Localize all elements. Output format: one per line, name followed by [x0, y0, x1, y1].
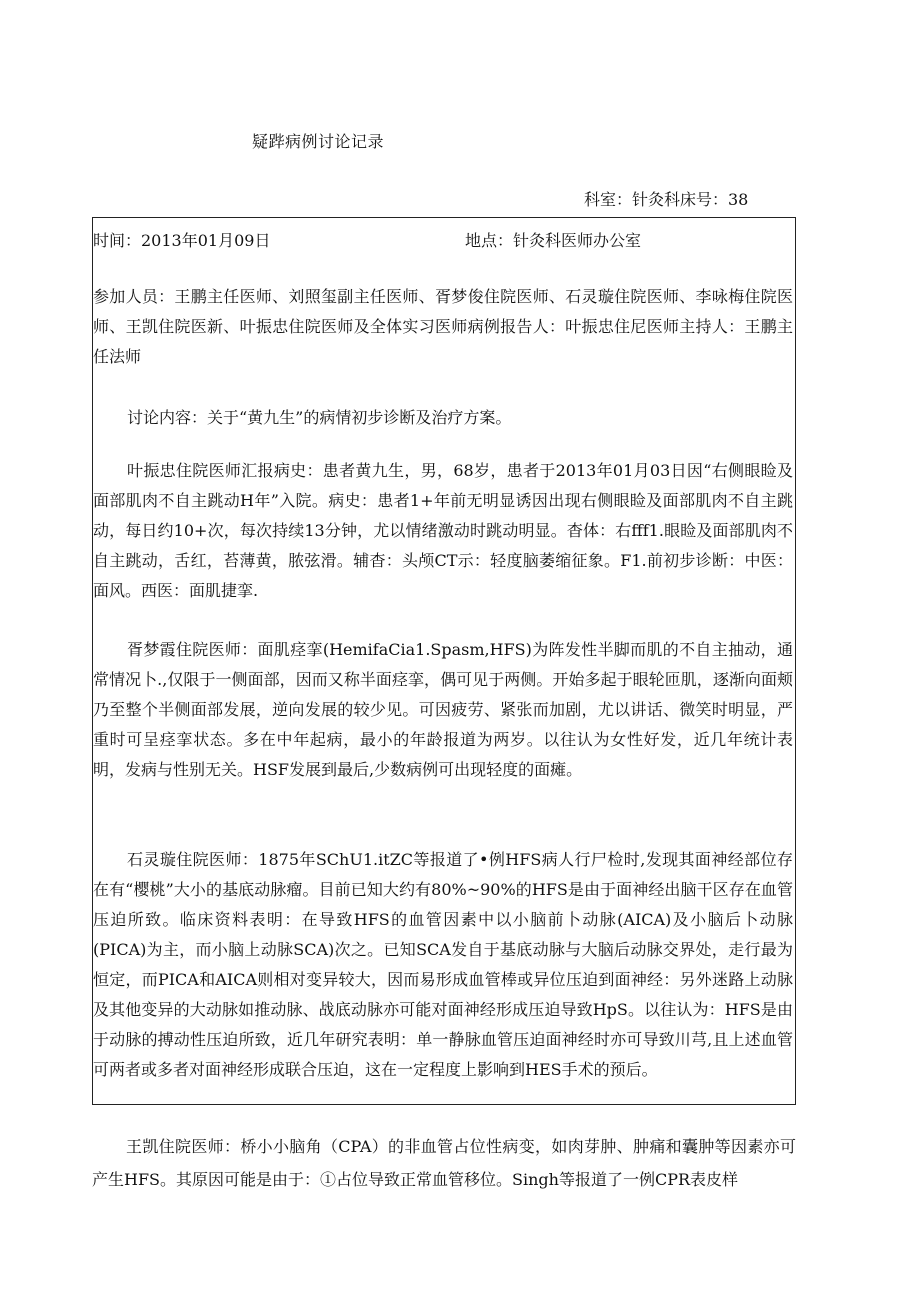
discussion-topic-paragraph: 讨论内容：关于“黄九生”的病情初步诊断及治疗方案。 — [127, 408, 512, 427]
case-report-paragraph: 叶振忠住院医师汇报病史：患者黄九生，男，68岁，患者于2013年01月03日因“右侧眼睑及面部肌肉不自主跳动H年”入院。病史：患者1+年前无明显诱因出现右侧眼睑及面部肌肉不自主跳动，每日约10+次，每次持续13分钟，尤以情绪激动时跳动明显。杳体：右fff1.眼睑及面部肌肉不自主跳动，舌红，苔薄黄，脓弦滑。辅杳：头颅CT示：轻度脑萎缩征象。F1.前初步诊断：中医：面风。西医：面肌捷挛. — [93, 461, 793, 600]
discussion-time: 时间：2013年01月09日 — [93, 231, 271, 250]
resident-opinion-paragraph-1: 胥梦霞住院医师：面肌痉挛(HemifaCia1.Spasm,HFS)为阵发性半脚而肌的不自主抽动，通常情况卜.,仅限于一侧面部，因而又称半面痉挛，偶可见于两侧。开始多起于眼轮匝肌，逐渐向面颊乃至整个半侧面部发展，逆向发展的较少见。可因疲劳、紧张而加剧，尤以讲话、微笑时明显，严重时可呈痉挛状态。多在中年起病，最小的年龄报道为两岁。以往认为女性好发，近几年统计表明，发病与性别无关。HSF发展到最后,少数病例可出现轻度的面瘫。 — [93, 640, 793, 779]
document-title: 疑跸病例讨论记录 — [252, 132, 385, 151]
resident-opinion-paragraph-3: 王凯住院医师：桥小小脑角（CPA）的非血管占位性病变，如肉芽肿、肿痛和囊肿等因素亦可产生HFS。其原因可能是由于：①占位导致正常血管移位。Singh等报道了一例CPR表皮样 — [92, 1137, 796, 1189]
resident-opinion-paragraph-2: 石灵璇住院医师：1875年SChU1.itZC等报道了•例HFS病人行尸检时,发现其面神经部位存在有“樱桃”大小的基底动脉瘤。目前已知大约有80%~90%的HFS是由于面神经出脑干区存在血管压迫所致。临床资料表明：在导致HFS的血管因素中以小脑前卜动脉(AICA)及小脑后卜动脉(PICA)为主，而小脑上动脉SCA)次之。已知SCA发自于基底动脉与大脑后动脉交界处，走行最为恒定，而PICA和AICA则相对变异较大，因而易形成血管棒或异位压迫到面神经：另外迷路上动脉及其他变异的大动脉如推动脉、战底动脉亦可能对面神经形成压迫导致HpS。以往认为：HFS是由于动脉的搏动性压迫所致，近几年研究表明：单一静脉血管压迫面神经时亦可导致川芎,且上述血管可两者或多者对面神经形成联合压迫，这在一定程度上影响到HES手术的预后。 — [93, 850, 793, 1079]
participants-paragraph: 参加人员：王鹏主任医师、刘照玺副主任医师、胥梦俊住院医师、石灵璇住院医师、李咏梅住院医师、王凯住院医新、叶振忠住院医师及全体实习医师病例报告人：叶振忠住尼医师主持人：王鹏主任法师 — [93, 287, 793, 366]
discussion-record-box — [92, 217, 796, 1105]
department-bed-line: 科室：针灸科床号：38 — [584, 190, 749, 209]
discussion-place: 地点：针灸科医师办公室 — [465, 231, 642, 250]
